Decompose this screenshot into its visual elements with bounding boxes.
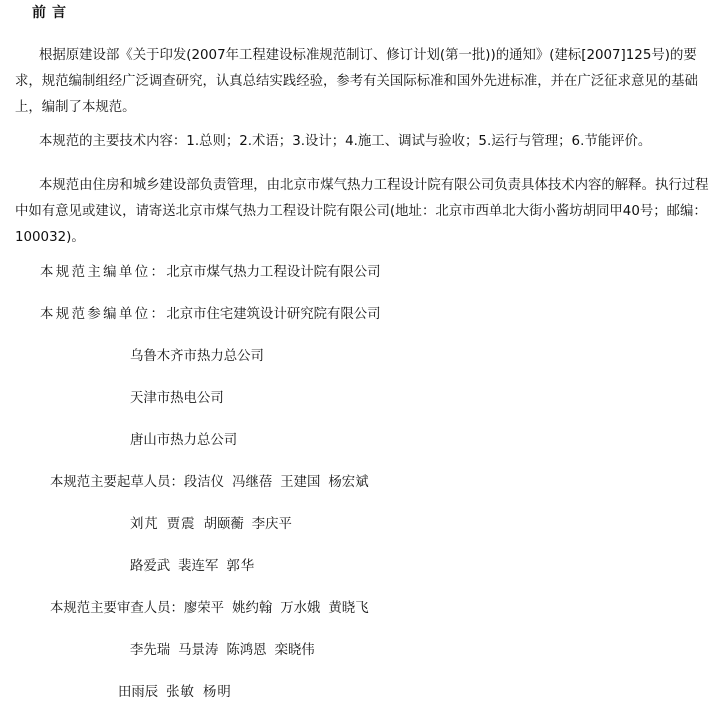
person-name: 贾震: [166, 517, 196, 532]
chief-unit-line: [40, 263, 381, 283]
person-name: 陈鸿恩: [226, 643, 267, 658]
person-name: 廖荣平: [183, 601, 225, 616]
reviewers-label: 本规范主要审查人员：: [50, 601, 184, 616]
person-name: 张敏: [166, 685, 195, 700]
person-name: 冯继蓓: [232, 475, 273, 490]
person-name: 杨明: [202, 685, 232, 700]
drafters-line: [50, 473, 369, 493]
person-name: 李先瑞: [130, 643, 171, 658]
person-name: 姚约翰: [232, 601, 273, 616]
chief-unit-value: 北京市煤气热力工程设计院有限公司: [166, 265, 381, 280]
paragraph-management-text: 本规范由住房和城乡建设部负责管理，由北京市煤气热力工程设计院有限公司负责具体技术内容的解释。执行过程中如有意见或建议，请寄送北京市煤气热力工程设计院有限公司(地址：北京市西单北大街小酱坊胡同甲40号；邮编：100032)。: [15, 178, 709, 245]
person-name: 黄晓飞: [328, 601, 369, 616]
person-name: 杨宏斌: [328, 475, 369, 490]
chief-unit-label: 本规范主编单位：: [40, 265, 167, 280]
paragraph-management: [15, 173, 715, 251]
page-title: 前言: [32, 5, 72, 21]
person-name: 万水娥: [280, 601, 321, 616]
reviewers-row: [118, 683, 232, 703]
person-name: 马景涛: [178, 643, 219, 658]
paragraph-basis: [15, 43, 715, 121]
person-name: 栾晓伟: [274, 643, 315, 658]
participating-unit-label: 本规范参编单位：: [40, 307, 167, 322]
reviewers-row: [130, 641, 315, 661]
person-name: 刘芃: [130, 517, 159, 532]
participating-unit-item: 乌鲁木齐市热力总公司: [130, 349, 264, 364]
participating-unit-line: [40, 305, 381, 325]
person-name: 田雨辰: [118, 685, 159, 700]
participating-unit-item: 天津市热电公司: [130, 391, 224, 406]
person-name: 胡颐蘅: [203, 517, 244, 532]
person-name: 王建国: [280, 475, 321, 490]
drafters-label: 本规范主要起草人员：: [50, 475, 184, 490]
person-name: 路爱武: [130, 559, 171, 574]
drafters-row: [130, 557, 255, 577]
paragraph-contents-text: 本规范的主要技术内容：1.总则；2.术语；3.设计；4.施工、调试与验收；5.运行与管理；6.节能评价。: [39, 134, 652, 149]
participating-unit-item: 唐山市热力总公司: [130, 433, 238, 448]
person-name: 裴连军: [178, 559, 219, 574]
person-name: 段洁仪: [183, 475, 225, 490]
reviewers-line: [50, 599, 369, 619]
person-name: 郭华: [226, 559, 256, 574]
paragraph-basis-text: 根据原建设部《关于印发(2007年工程建设标准规范制订、修订计划(第一批))的通知》(建标[2007]125号)的要求，规范编制组经广泛调查研究，认真总结实践经验，参考有关国际标准和国外先进标准，并在广泛征求意见的基础上，编制了本规范。: [15, 48, 698, 115]
participating-unit-first: 北京市住宅建筑设计研究院有限公司: [166, 307, 381, 322]
drafters-row: [130, 515, 292, 535]
person-name: 李庆平: [251, 517, 292, 532]
paragraph-contents: [15, 129, 715, 155]
